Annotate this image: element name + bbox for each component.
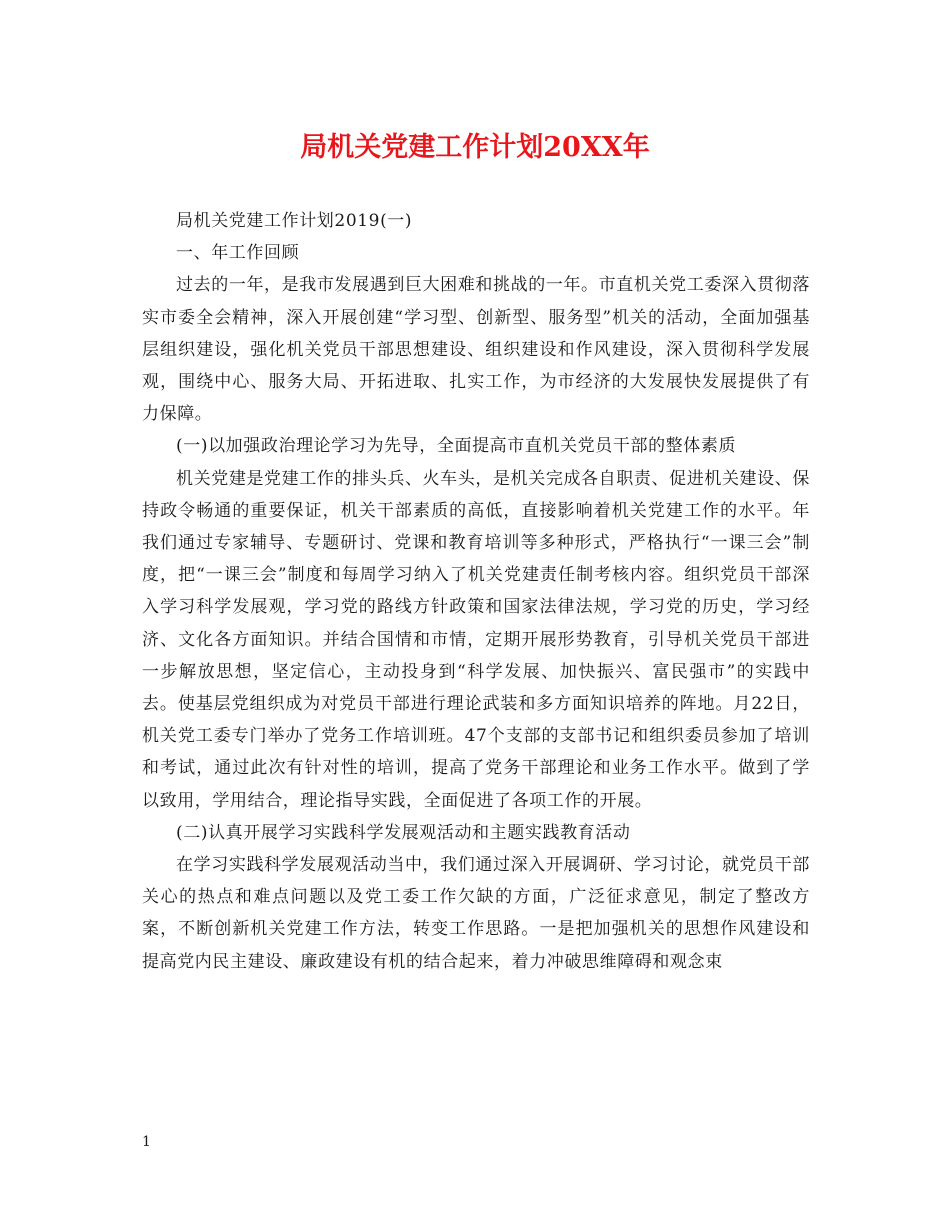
document-title: 局机关党建工作计划20XX年: [300, 132, 650, 163]
body-paragraph: 过去的一年，是我市发展遇到巨大困难和挑战的一年。市直机关党工委深入贯彻落实市委全会精神，深入开展创建“学习型、创新型、服务型”机关的活动，全面加强基层组织建设，强化机关党员干部思想建设、组织建设和作风建设，深入贯彻科学发展观，围绕中心、服务大局、开拓进取、扎实工作，为市经济的大发展快发展提供了有力保障。: [142, 275, 810, 425]
subsection-heading: (一)以加强政治理论学习为先导，全面提高市直机关党员干部的整体素质: [176, 436, 737, 457]
body-paragraph: 机关党建是党建工作的排头兵、火车头，是机关完成各自职责、促进机关建设、保持政令畅通的重要保证，机关干部素质的高低，直接影响着机关党建工作的水平。年我们通过专家辅导、专题研讨、党课和教育培训等多种形式，严格执行“一课三会”制度，把“一课三会”制度和每周学习纳入了机关党建责任制考核内容。组织党员干部深入学习科学发展观，学习党的路线方针政策和国家法律法规，学习党的历史，学习经济、文化各方面知识。并结合国情和市情，定期开展形势教育，引导机关党员干部进一步解放思想，坚定信心，主动投身到“科学发展、加快振兴、富民强市”的实践中去。使基层党组织成为对党员干部进行理论武装和多方面知识培养的阵地。月22日，机关党工委专门举办了党务工作培训班。47个支部的支部书记和组织委员参加了培训和考试，通过此次有针对性的培训，提高了党务干部理论和业务工作水平。做到了学以致用，学用结合，理论指导实践，全面促进了各项工作的开展。: [142, 468, 810, 811]
document-body: [142, 205, 810, 978]
section-heading: 一、年工作回顾: [176, 243, 300, 264]
subsection-heading: (二)认真开展学习实践科学发展观活动和主题实践教育活动: [176, 822, 631, 843]
page-number: 1: [142, 1134, 151, 1150]
body-paragraph: 在学习实践科学发展观活动当中，我们通过深入开展调研、学习讨论，就党员干部关心的热点和难点问题以及党工委工作欠缺的方面，广泛征求意见，制定了整改方案，不断创新机关党建工作方法，转变工作思路。一是把加强机关的思想作风建设和提高党内民主建设、廉政建设有机的结合起来，着力冲破思维障碍和观念束: [142, 855, 810, 972]
subtitle-paragraph: 局机关党建工作计划2019(一): [176, 211, 413, 231]
